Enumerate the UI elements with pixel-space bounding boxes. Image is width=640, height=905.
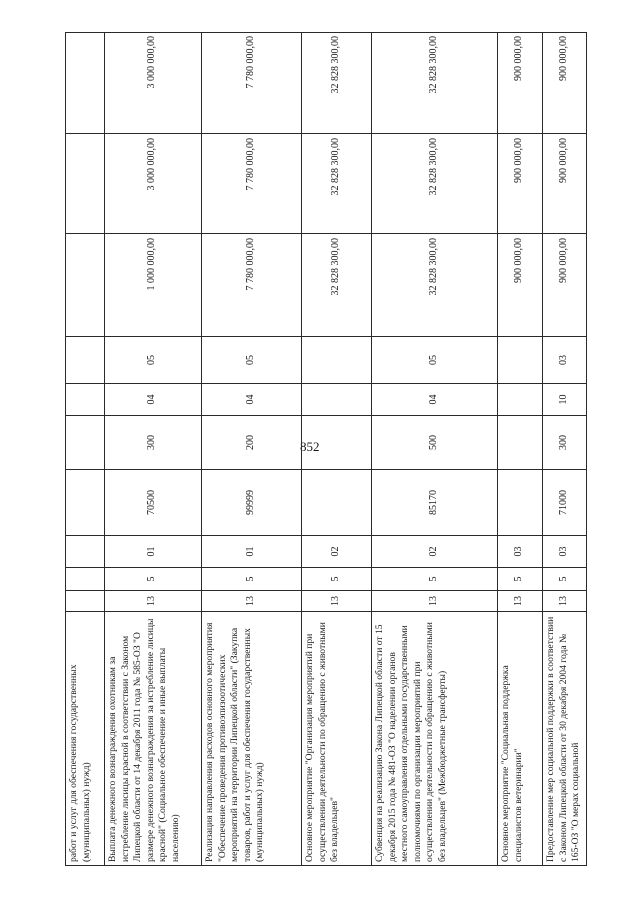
table-row (371, 32, 497, 866)
code-cell (65, 336, 104, 383)
code-cell: 13 (301, 590, 371, 611)
code-cell (301, 383, 371, 415)
amount-cell: 32 828 300,00 (329, 36, 341, 94)
row-description: Основное мероприятие "Организация мероприятий при осуществлении деятельности по обращению с животными без владельцев" (301, 611, 371, 866)
code-cell (497, 415, 542, 469)
amount-cell: 3 000 000,00 (104, 133, 201, 233)
amount-cell: 900 000,00 (542, 133, 587, 233)
amount-cell: 3 000 000,00 (146, 36, 158, 89)
amount-cell: 32 828 300,00 (371, 233, 497, 336)
code-cell: 300 (104, 415, 201, 469)
amount-cell (65, 233, 104, 336)
code-cell: 05 (201, 336, 301, 383)
code-cell: 71000 (542, 469, 587, 535)
row-description: работ и услуг для обеспечения государственных (муниципальных) нужд) (65, 611, 104, 866)
code-cell: 01 (104, 535, 201, 567)
code-cell (301, 415, 371, 469)
table-row (201, 32, 301, 866)
code-cell (65, 415, 104, 469)
code-cell (301, 336, 371, 383)
code-cell: 04 (201, 383, 301, 415)
code-cell (301, 469, 371, 535)
code-cell (497, 336, 542, 383)
code-cell: 10 (542, 383, 587, 415)
amount-cell: 7 780 000,00 (201, 133, 301, 233)
code-cell: 01 (201, 535, 301, 567)
row-description: Основное мероприятие "Социальная поддержка специалистов ветеринарии" (497, 611, 542, 866)
amount-cell: 32 828 300,00 (371, 133, 497, 233)
row-description: Субвенция на реализацию Закона Липецкой области от 15 декабря 2015 года № 481-ОЗ "О наделении органов местного самоуправления отдельными государственными полномочиями по организации мероприятий при осуществлении деятельности по обращению с животными без владельцев" (Межбюджетные трансферты) (371, 611, 497, 866)
table-row (301, 32, 371, 866)
table-row (65, 32, 104, 866)
amount-cell: 32 828 300,00 (427, 36, 439, 94)
code-cell (497, 383, 542, 415)
code-cell (65, 590, 104, 611)
code-cell: 02 (371, 535, 497, 567)
table-row (542, 32, 587, 866)
code-cell: 5 (371, 567, 497, 590)
amount-cell: 32 828 300,00 (301, 233, 371, 336)
amount-cell: 32 828 300,00 (301, 133, 371, 233)
amount-cell: 900 000,00 (497, 133, 542, 233)
amount-cell (65, 133, 104, 233)
code-cell: 5 (542, 567, 587, 590)
code-cell: 13 (542, 590, 587, 611)
code-cell: 05 (371, 336, 497, 383)
code-cell (65, 535, 104, 567)
code-cell: 03 (497, 535, 542, 567)
code-cell: 04 (371, 383, 497, 415)
code-cell: 03 (542, 535, 587, 567)
table-row (497, 32, 542, 866)
code-cell: 03 (542, 336, 587, 383)
code-cell: 5 (301, 567, 371, 590)
amount-cell: 900 000,00 (513, 36, 525, 81)
code-cell: 200 (201, 415, 301, 469)
amount-cell (65, 32, 104, 133)
amount-cell: 1 000 000,00 (104, 233, 201, 336)
row-description: Предоставление мер социальной поддержки в соответствии с Законом Липецкой области от 30 декабря 2004 года № 165-ОЗ "О мерах социальной (542, 611, 587, 866)
code-cell: 500 (371, 415, 497, 469)
amount-cell: 7 780 000,00 (244, 36, 256, 89)
code-cell: 5 (497, 567, 542, 590)
row-description: Выплата денежного вознаграждения охотникам за истребление лисицы красной в соответствии с Законом Липецкой области от 14 декабря 2011 года № 585-ОЗ "О размере денежного вознаграждения за истребление лисицы красной" (Социальное обеспечение и иные выплаты населению) (104, 611, 201, 866)
code-cell: 13 (201, 590, 301, 611)
code-cell (497, 469, 542, 535)
code-cell: 04 (104, 383, 201, 415)
code-cell: 05 (104, 336, 201, 383)
code-cell (65, 567, 104, 590)
code-cell: 70500 (104, 469, 201, 535)
amount-cell: 900 000,00 (542, 233, 587, 336)
code-cell: 5 (201, 567, 301, 590)
code-cell: 02 (301, 535, 371, 567)
amount-cell: 7 780 000,00 (201, 233, 301, 336)
code-cell: 13 (371, 590, 497, 611)
row-description: Реализация направления расходов основного мероприятия "Обеспечение проведения противоэпизоотических мероприятий на территории Липецкой области" (Закупка товаров, работ и услуг для обеспечения государственных (муниципальных) нужд) (201, 611, 301, 866)
code-cell (65, 469, 104, 535)
code-cell: 85170 (371, 469, 497, 535)
code-cell: 13 (497, 590, 542, 611)
code-cell: 5 (104, 567, 201, 590)
code-cell: 300 (542, 415, 587, 469)
amount-cell: 900 000,00 (558, 36, 570, 81)
code-cell: 13 (104, 590, 201, 611)
amount-cell: 900 000,00 (497, 233, 542, 336)
table-row (104, 32, 201, 866)
code-cell: 99999 (201, 469, 301, 535)
code-cell (65, 383, 104, 415)
budget-table (65, 32, 587, 866)
page-number: 852 (300, 439, 320, 454)
